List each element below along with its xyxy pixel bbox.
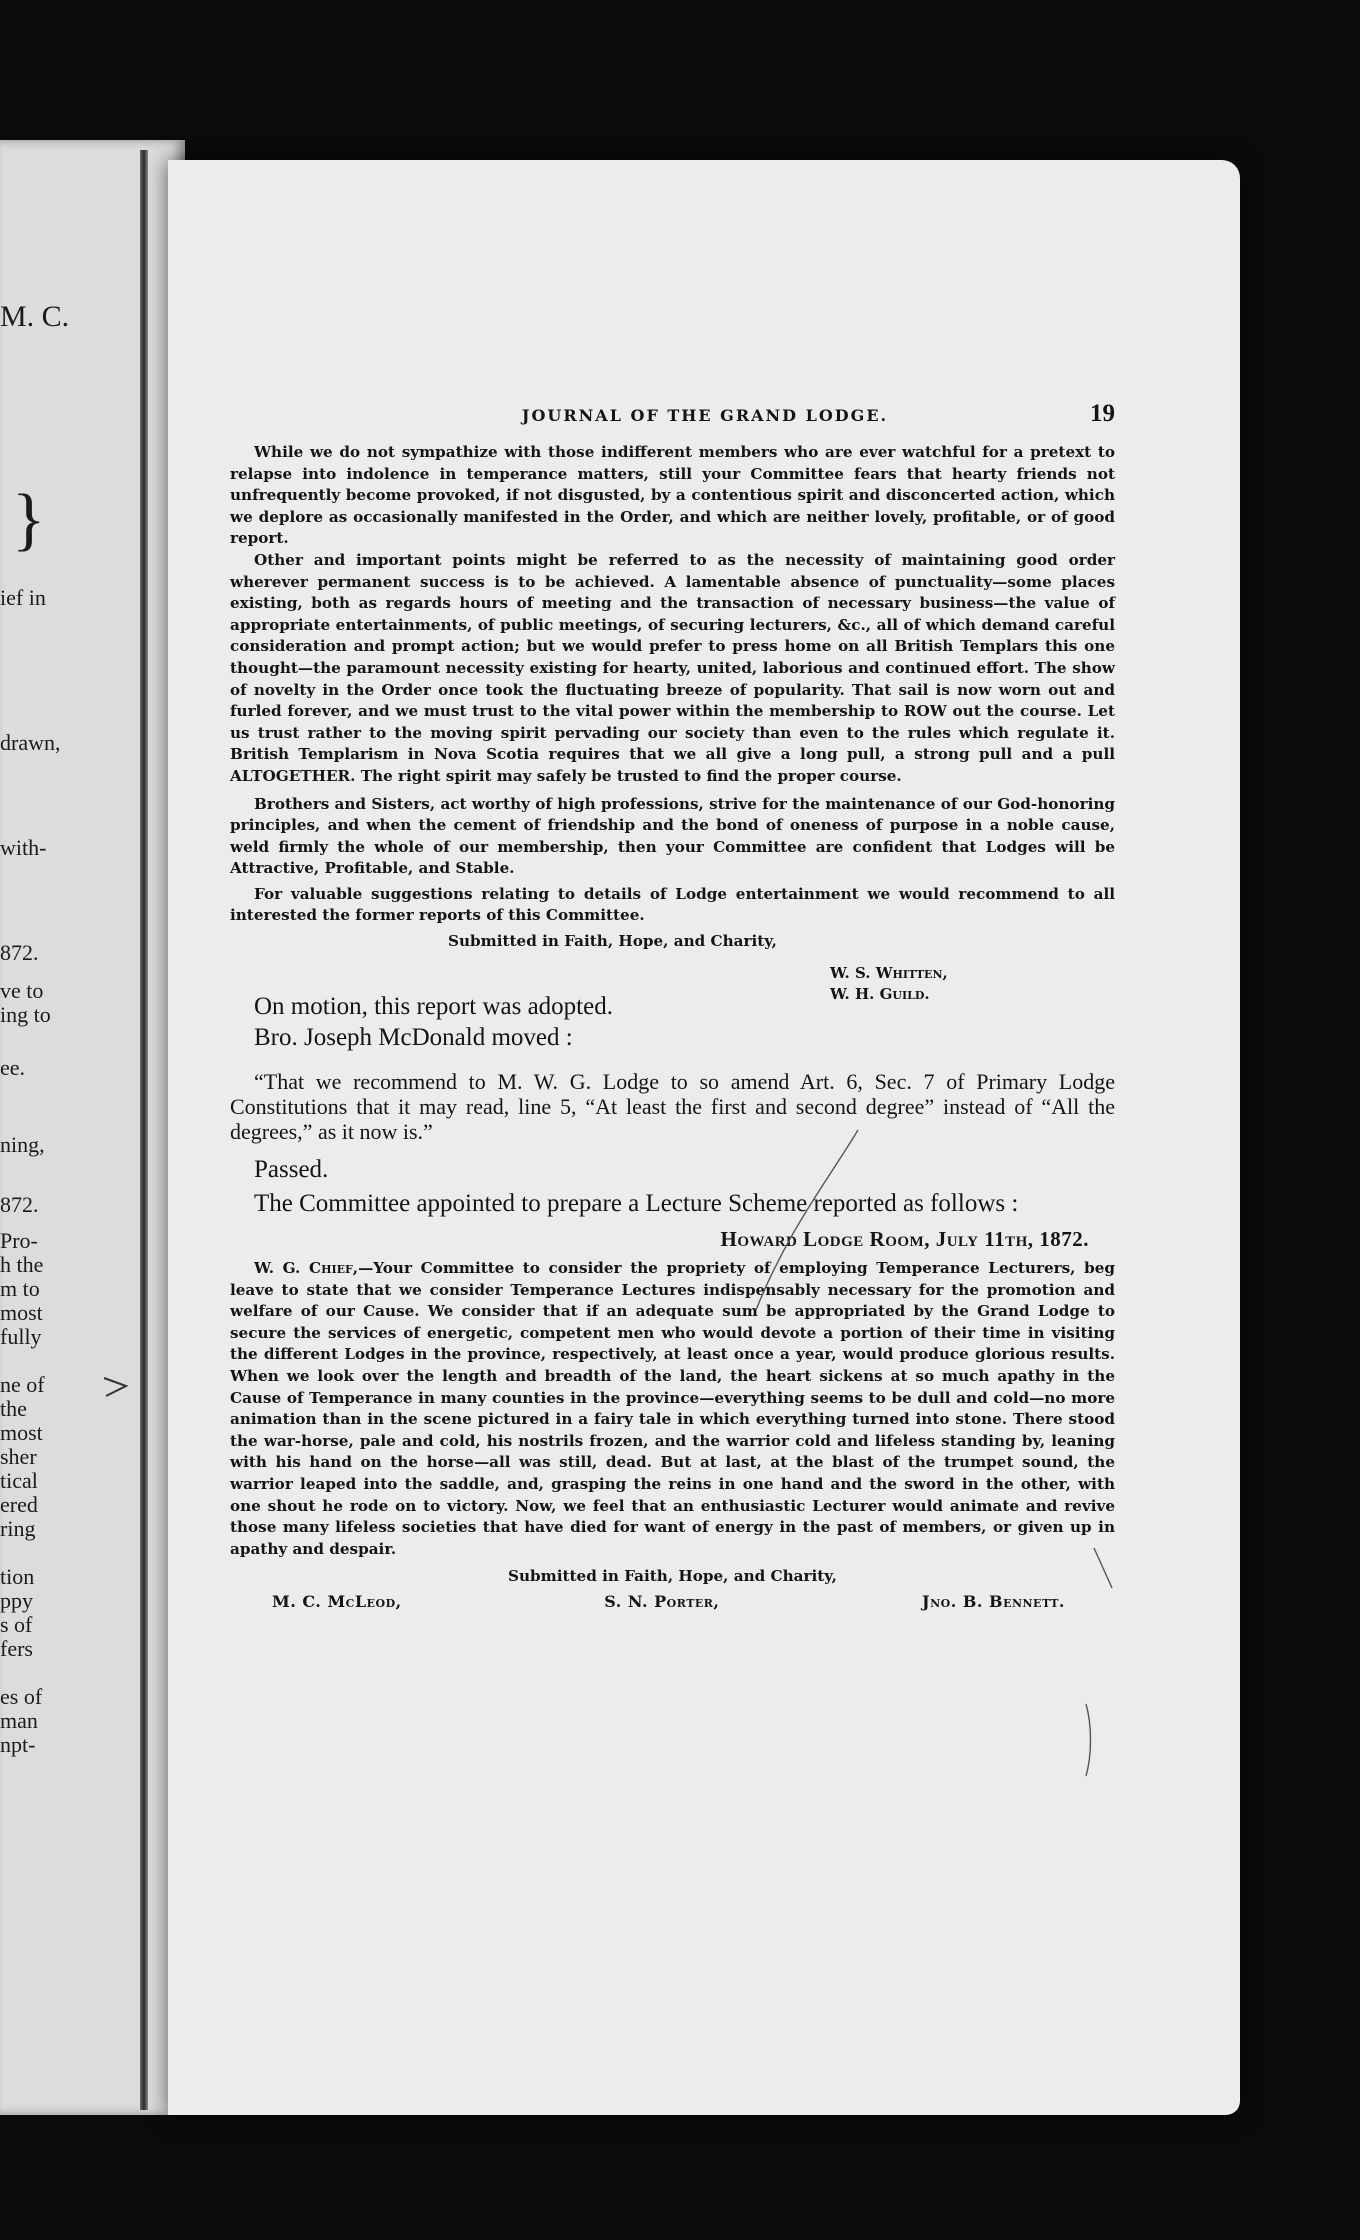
- lecture-report-text: —Your Committee to consider the propriety of employing Temperance Lecturers, beg leave to state that we consider Temperance Lectures indispensably necessary for the promotion and welfare of our Cause. We consider that if an adequate sum be appropriated by the Grand Lodge to secure the services of energetic, competent men who would devote a portion of their time in visiting the different Lodges in the province, respectively, at least once a year, would produce glorious results. When we look over the length and breadth of the land, the heart sickens at so much apathy in the Cause of Temperance in many counties in the province—everything seems to be dull and cold—no more animation than in the scene pictured in a fairy tale in which everything turned into stone. There stood the war-horse, pale and cold, his nostrils frozen, and the warrior cold and lifeless standing by, leaning with his hand on the horse—all was still, dead. But at last, at the blast of the trumpet sound, the warrior leaped into the saddle, and, grasping the reins in one hand and the sword in the other, with one shout he rode on to victory. Now, we feel that an enthusiastic Lecturer would animate and revive those many lifeless societies that have died for want of energy in the past of members, or given up in apathy and despair.: [230, 1259, 1115, 1558]
- left-page-fragment-22: ring: [0, 1516, 36, 1541]
- passed-line: Passed.: [254, 1156, 329, 1184]
- signer-whitten: W. S. Whitten,: [830, 964, 948, 983]
- signer-porter: S. N. Porter,: [604, 1592, 720, 1612]
- left-page-fragment-15: fully: [0, 1324, 42, 1349]
- submitted-line-1: Submitted in Faith, Hope, and Charity,: [448, 932, 777, 951]
- signer-mcleod: M. C. McLeod,: [272, 1592, 402, 1612]
- left-page-fragment-2: ief in: [0, 585, 46, 610]
- left-page-fragment-27: es of: [0, 1684, 43, 1709]
- left-page-fragment-3: drawn,: [0, 730, 61, 755]
- running-head: [230, 400, 1115, 428]
- lecture-signers: [272, 1592, 1065, 1611]
- left-page-fragment-7: ing to: [0, 1002, 51, 1027]
- journal-page: [168, 160, 1240, 2115]
- left-page-fragment: [0, 140, 185, 2115]
- left-page-fragment-8: ee.: [0, 1055, 26, 1080]
- left-page-fragment-24: ppy: [0, 1588, 33, 1613]
- paragraph-good-order: [230, 550, 1115, 788]
- margin-bracket-right: [1080, 1700, 1100, 1780]
- left-page-fragment-21: ered: [0, 1492, 38, 1517]
- left-page-fragment-4: with-: [0, 835, 47, 860]
- motion-quote: “That we recommend to M. W. G. Lodge to so amend Art. 6, Sec. 7 of Primary Lodge Constitutions that it may read, line 5, “At least the first and second degree” instead of “All the degrees,” as it now is.”: [230, 1069, 1115, 1145]
- left-page-fragment-13: m to: [0, 1276, 40, 1301]
- left-page-fragment-28: man: [0, 1708, 38, 1733]
- paragraph-indifferent-members: While we do not sympathize with those indifferent members who are ever watchful for a pretext to relapse into indolence in temperance matters, still your Committee fears that hearty friends not unfrequently become provoked, if not disgusted, by a contentious spirit and disconcerted action, which we deplore as occasionally manifested in the Order, and which are neither lovely, profitable, or of good report.: [230, 443, 1115, 548]
- page-content: [230, 400, 1115, 1611]
- signer-guild: W. H. Guild.: [830, 985, 930, 1004]
- page-number: 19: [1090, 400, 1115, 427]
- left-page-fragment-6: ve to: [0, 978, 44, 1003]
- lecture-report: [230, 1258, 1115, 1560]
- left-page-fragment-19: sher: [0, 1444, 37, 1469]
- left-page-fragment-11: Pro-: [0, 1228, 38, 1253]
- left-page-fragment-17: the: [0, 1396, 27, 1421]
- paragraph-good-order-c: The right spirit may safely be trusted to find the proper course.: [360, 766, 902, 785]
- lecture-salutation: W. G. Chief,: [254, 1259, 359, 1278]
- left-page-fragment-16: ne of: [0, 1372, 45, 1397]
- emphasis-row: ROW: [903, 702, 947, 721]
- left-page-fragment-5: 872.: [0, 940, 39, 965]
- paragraph-brothers-sisters: Brothers and Sisters, act worthy of high professions, strive for the maintenance of our God-honoring principles, and when the cement of friendship and the bond of oneness of purpose in a noble cause, weld firmly the whole of our membership, then your Committee are confident that Lodges will be Attractive, Profitable, and Stable.: [230, 794, 1115, 878]
- margin-arrow-mark: [98, 1372, 138, 1402]
- submitted-line-2: Submitted in Faith, Hope, and Charity,: [508, 1567, 837, 1586]
- left-page-fragment-18: most: [0, 1420, 43, 1445]
- left-page-fragment-12: h the: [0, 1252, 44, 1277]
- margin-mark-right: [1086, 1540, 1126, 1600]
- motion-mcdonald: Bro. Joseph McDonald moved :: [254, 1024, 573, 1052]
- left-page-fragment-1: }: [12, 481, 46, 558]
- left-page-fragment-10: 872.: [0, 1192, 39, 1217]
- emphasis-altogether: ALTOGETHER.: [230, 766, 356, 785]
- paragraph-good-order-a: Other and important points might be referred to as the necessity of maintaining good order wherever permanent success is to be achieved. A lamentable absence of punctuality—some places existing, both as regards hours of meeting and the transaction of necessary business—the value of appropriate entertainments, of public meetings, of securing lecturers, &c., all of which demand careful consideration and prompt action; but we would prefer to press home on all British Templars this one thought—the paramount necessity existing for hearty, united, laborious and continued effort. The show of novelty in the Order once took the fluctuating breeze of popularity. That sail is now worn out and furled forever, and we must trust to the vital power within the membership to: [230, 550, 1115, 721]
- page-gutter: [140, 150, 148, 2110]
- signer-bennett: Jno. B. Bennett.: [922, 1592, 1065, 1612]
- paragraph-suggestions: For valuable suggestions relating to details of Lodge entertainment we would recommend to all interested the former reports of this Committee.: [230, 884, 1115, 925]
- running-title: JOURNAL OF THE GRAND LODGE.: [521, 406, 889, 425]
- left-page-fragment-9: ning,: [0, 1132, 45, 1157]
- left-page-fragment-29: npt-: [0, 1732, 36, 1757]
- dateline: Howard Lodge Room, July 11th, 1872.: [720, 1227, 1089, 1252]
- paragraph-good-order-b: out the course. Let us trust rather to the moving spirit pervading our society than even to the rules which regulate it. British Templarism in Nova Scotia requires that we all give a long pull, a strong pull and a pull: [230, 702, 1115, 764]
- left-page-fragment-14: most: [0, 1300, 43, 1325]
- left-page-fragment-0: M. C.: [0, 300, 70, 333]
- motion-adopted: On motion, this report was adopted.: [254, 993, 613, 1021]
- left-page-fragment-20: tical: [0, 1468, 38, 1493]
- committee-report-intro: The Committee appointed to prepare a Lecture Scheme reported as follows :: [254, 1190, 1019, 1218]
- pencil-stroke: [748, 1120, 868, 1320]
- left-page-fragment-25: s of: [0, 1612, 33, 1637]
- left-page-fragment-23: tion: [0, 1564, 35, 1589]
- left-page-fragment-26: fers: [0, 1636, 33, 1661]
